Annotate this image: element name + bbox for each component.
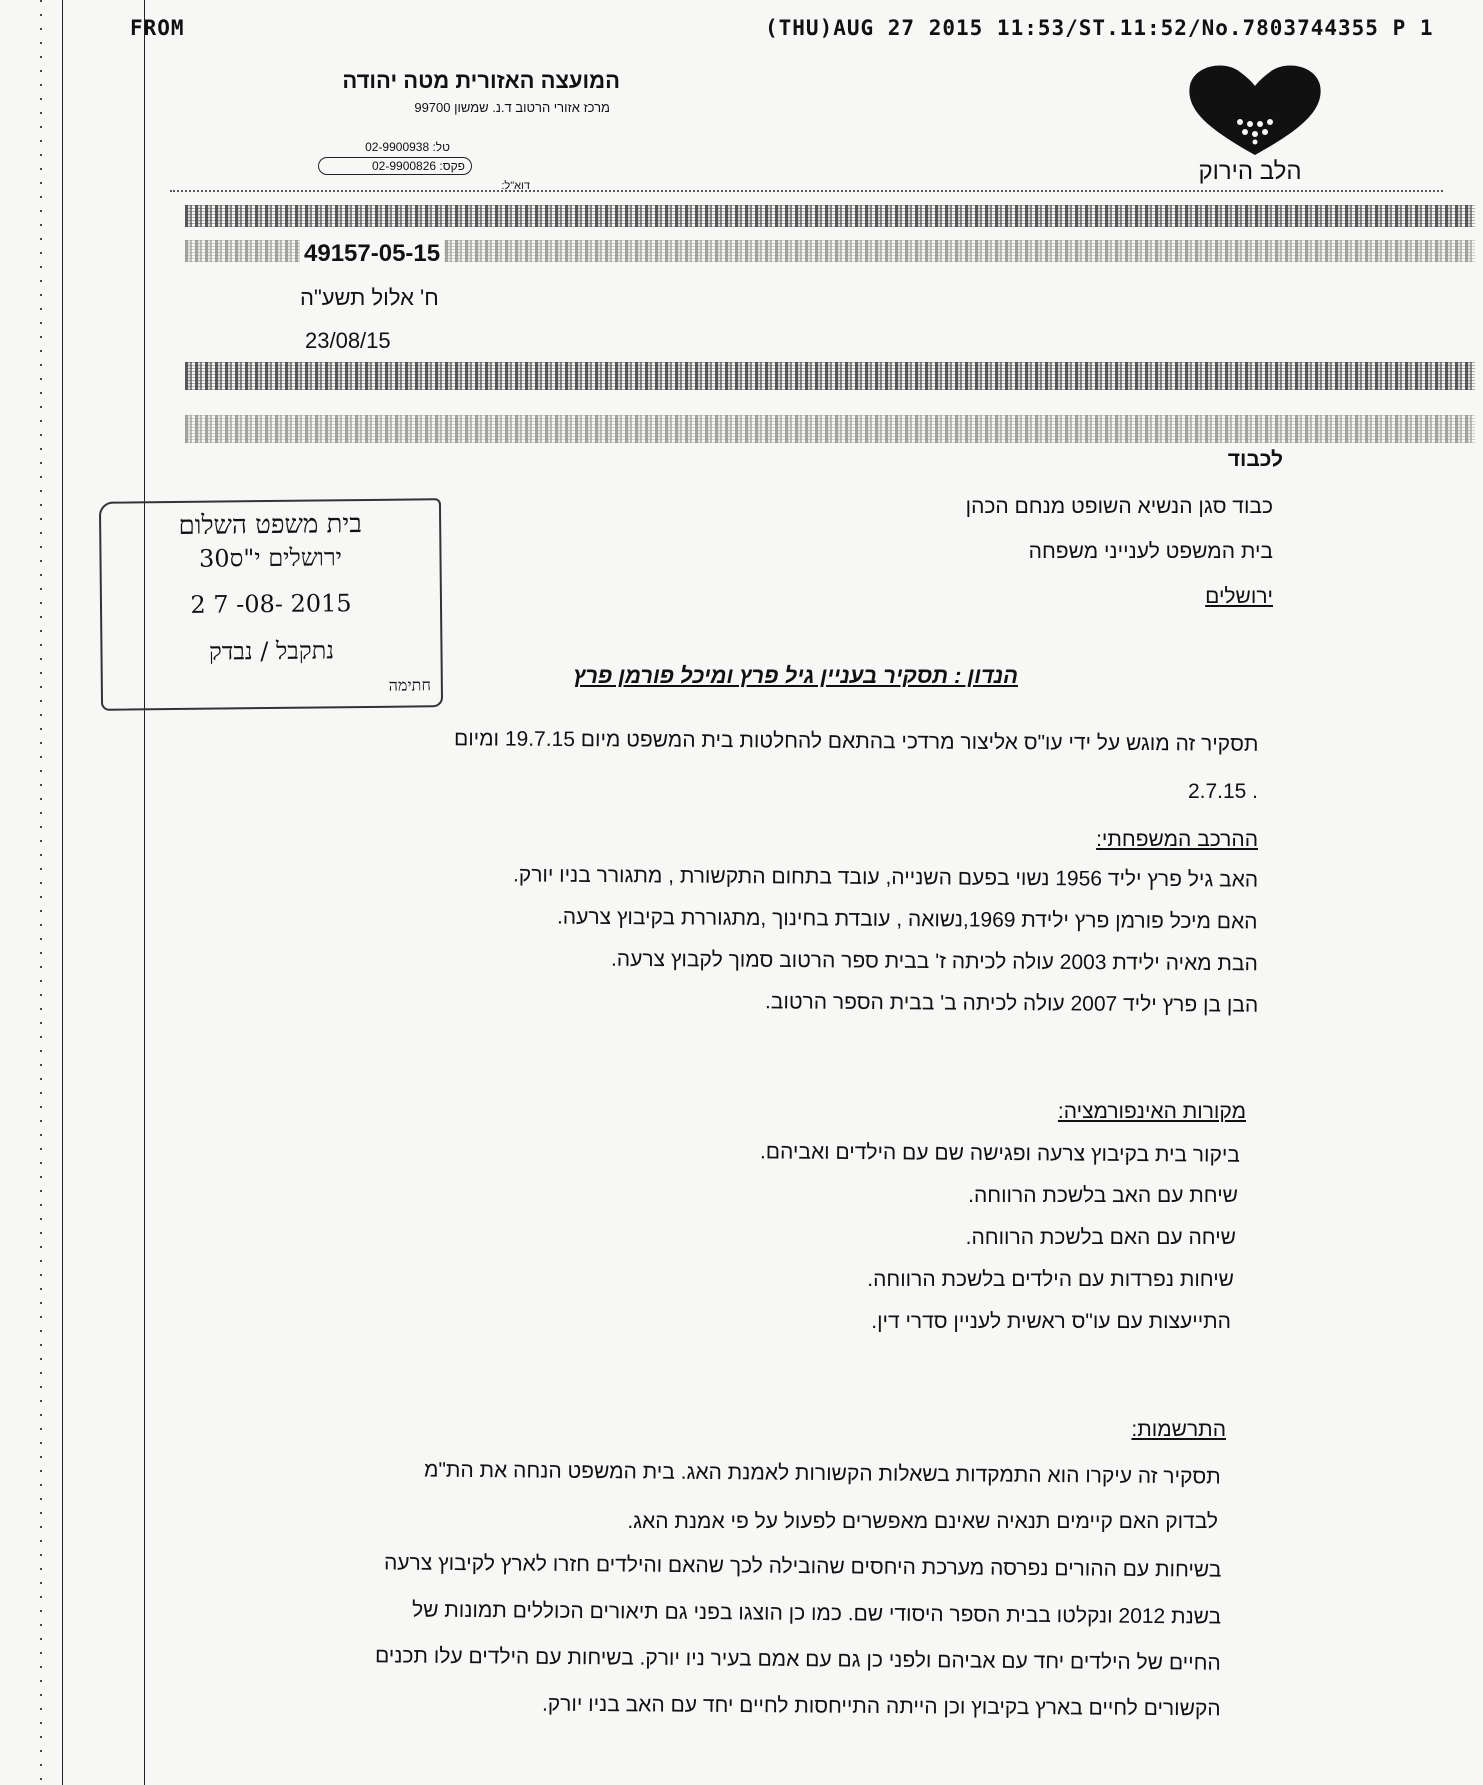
intro-line: תסקיר זה מוגש על ידי עו"ס אליצור מרדכי בהתאם להחלטות בית המשפט מיום 19.7.15 ומיום (453, 727, 1259, 756)
subject-line: הנדון : תסקיר בעניין גיל פרץ ומיכל פורמן פרץ (573, 663, 1018, 688)
fax-transmission-line: (THU)AUG 27 2015 11:53/ST.11:52/No.7803744355 P 1 (765, 16, 1434, 40)
redaction-band (185, 415, 1475, 443)
council-name: המועצה האזורית מטה יהודה (342, 68, 620, 93)
impression-line: בשנת 2012 ונקלטו בבית הספר היסודי שם. כמו כן הוצגו בפני גם תיאורים הכוללים תמונות של (411, 1598, 1222, 1629)
stamp-date: 2 7 -08- 2015 (190, 589, 352, 619)
redaction-band (185, 362, 1475, 390)
family-line: הבן בן פרץ יליד 2007 עולה לכיתה ב' בבית הספר הרטוב. (764, 990, 1259, 1017)
stamp-court: בית משפט השלום (178, 509, 362, 541)
scan-dots (40, 0, 42, 1785)
family-heading: ההרכב המשפחתי: (1096, 828, 1258, 851)
stamp-signature: חתימה (388, 675, 431, 695)
family-line: האם מיכל פורמן פרץ ילידת 1969,נשואה , עובדת בחינוך ,מתגוררת בקיבוץ צרעה. (557, 905, 1259, 934)
stamp-city: ירושלים י"ס30 (198, 543, 343, 573)
judge-name: כבוד סגן הנשיא השופט מנחם הכהן (965, 495, 1273, 518)
source-item: שיחת עם האב בלשכת הרווחה. (968, 1184, 1238, 1207)
source-item: ביקור בית בקיבוץ צרעה ופגישה שם עם הילדים ואביהם. (760, 1140, 1241, 1167)
redaction-band (185, 205, 1475, 227)
letterhead-divider (170, 190, 1443, 192)
case-number: 49157-05-15 (300, 240, 444, 268)
logo-text: הלב הירוק (1198, 158, 1302, 185)
scan-edge-line (62, 0, 63, 1785)
council-phone: טל: 02-9900938 (365, 140, 450, 154)
heart-icon (1180, 60, 1330, 160)
stamp-received: נתקבל / נבדק (208, 636, 335, 666)
family-line: הבת מאיה ילידת 2003 עולה לכיתה ז' בבית ספר הרטוב סמוך לקבוץ צרעה. (611, 947, 1259, 976)
sources-heading: מקורות האינפורמציה: (1057, 1100, 1246, 1123)
family-line: האב גיל פרץ יליד 1956 נשוי בפעם השנייה, עובד בתחום התקשורת , מתגורר בניו יורק. (512, 863, 1259, 892)
impression-line: החיים של הילדים יחד עם אביהם ולפני כן גם עם אמם בעיר ניו יורק. בשיחות עם הילדים עלו תכנים (375, 1644, 1222, 1675)
salutation: לכבוד (1227, 448, 1283, 471)
impression-line: תסקיר זה עיקרו הוא התמקדות בשאלות הקשורות לאמנת האג. בית המשפט הנחה את הת"מ (424, 1458, 1222, 1489)
source-item: שיחות נפרדות עם הילדים בלשכת הרווחה. (867, 1268, 1234, 1291)
impression-line: בשיחות עם ההורים נפרסה מערכת היחסים שהובילה לכך שהאם והילדים חזרו לארץ לקיבוץ צרעה (383, 1551, 1222, 1582)
court-city: ירושלים (1205, 585, 1273, 608)
impression-line: הקשורים לחיים בארץ בקיבוץ וכן הייתה התייחסות לחיים יחד עם האב בניו יורק. (542, 1692, 1222, 1721)
council-fax: פקס: 02-9900826 (318, 157, 472, 175)
court-name: בית המשפט לענייני משפחה (1028, 540, 1273, 563)
source-item: התייעצות עם עו"ס ראשית לעניין סדרי דין. (871, 1310, 1231, 1333)
impression-heading: התרשמות: (1131, 1418, 1226, 1441)
letter-date: 23/08/15 (305, 328, 391, 353)
hebrew-date: ח' אלול תשע"ה (300, 285, 439, 310)
council-email: דוא"ל: (501, 180, 530, 192)
fax-from-label: FROM (130, 16, 185, 40)
court-receipt-stamp (99, 498, 443, 711)
council-address: מרכז אזורי הרטוב ד.נ. שמשון 99700 (414, 100, 610, 115)
scan-fold-line (144, 0, 145, 1785)
intro-line: . 2.7.15 (1187, 780, 1258, 803)
impression-line: לבדוק האם קיימים תנאיה שאינם מאפשרים לפעול על פי אמנת האג. (627, 1510, 1218, 1533)
green-heart-logo (1180, 60, 1330, 190)
source-item: שיחה עם האם בלשכת הרווחה. (965, 1226, 1236, 1249)
